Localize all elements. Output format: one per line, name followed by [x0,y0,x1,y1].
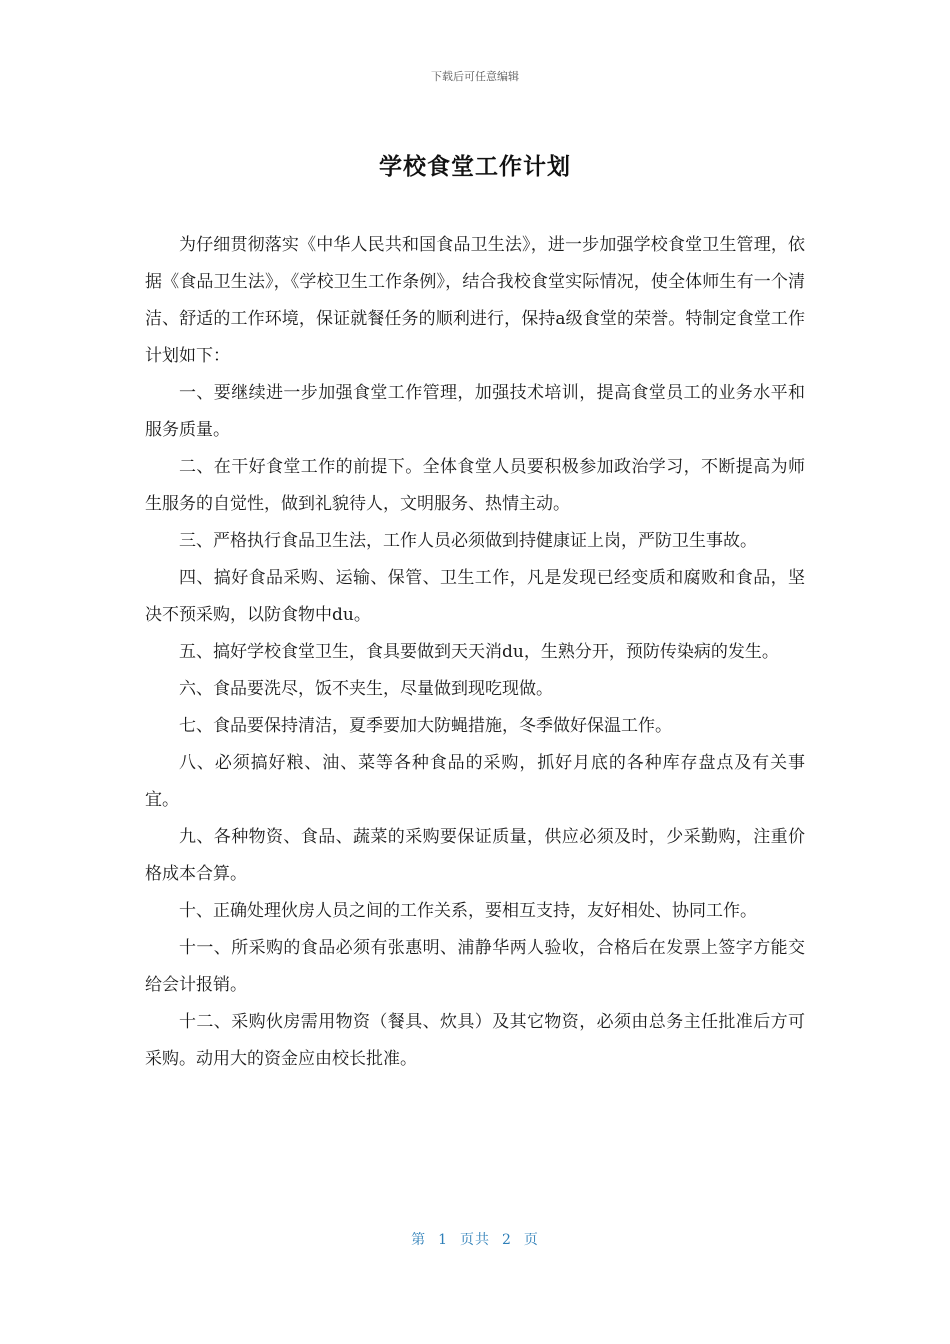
footer-page-number: 1 [438,1232,448,1248]
paragraph-item-1: 一、要继续进一步加强食堂工作管理，加强技术培训，提高食堂员工的业务水平和服务质量。 [145,383,805,440]
header-note: 下载后可任意编辑 [431,70,519,83]
paragraph-item-11: 十一、所采购的食品必须有张惠明、浦静华两人验收，合格后在发票上签字方能交给会计报销。 [145,938,805,995]
paragraph-item-6: 六、食品要洗尽，饭不夹生，尽量做到现吃现做。 [179,679,553,699]
footer-page-middle: 页共 [460,1232,490,1248]
page-title: 学校食堂工作计划 [379,154,571,180]
footer-total-pages: 2 [502,1232,512,1248]
paragraph-item-2: 二、在干好食堂工作的前提下。全体食堂人员要积极参加政治学习，不断提高为师生服务的自觉性，做到礼貌待人，文明服务、热情主动。 [145,457,805,514]
footer-page-prefix: 第 [411,1232,427,1248]
footer-page-suffix: 页 [523,1232,539,1248]
paragraph-intro: 为仔细贯彻落实《中华人民共和国食品卫生法》，进一步加强学校食堂卫生管理，依据《食品卫生法》，《学校卫生工作条例》，结合我校食堂实际情况，使全体师生有一个清洁、舒适的工作环境，保证就餐任务的顺利进行，保持a级食堂的荣誉。特制定食堂工作计划如下： [145,235,805,366]
paragraph-item-10: 十、正确处理伙房人员之间的工作关系，要相互支持，友好相处、协同工作。 [179,901,757,921]
document-body [145,227,805,1078]
paragraph-item-9: 九、各种物资、食品、蔬菜的采购要保证质量，供应必须及时，少采勤购，注重价格成本合算。 [145,827,805,884]
paragraph-item-12: 十二、采购伙房需用物资（餐具、炊具）及其它物资，必须由总务主任批准后方可采购。动用大的资金应由校长批准。 [145,1012,805,1069]
paragraph-item-4: 四、搞好食品采购、运输、保管、卫生工作，凡是发现已经变质和腐败和食品，坚决不预采购，以防食物中du。 [145,568,805,625]
page-footer [0,1229,950,1249]
paragraph-item-8: 八、必须搞好粮、油、菜等各种食品的采购，抓好月底的各种库存盘点及有关事宜。 [145,753,805,810]
paragraph-item-3: 三、严格执行食品卫生法，工作人员必须做到持健康证上岗，严防卫生事故。 [179,531,757,551]
paragraph-item-7: 七、食品要保持清洁，夏季要加大防蝇措施，冬季做好保温工作。 [179,716,672,736]
paragraph-item-5: 五、搞好学校食堂卫生，食具要做到天天消du，生熟分开，预防传染病的发生。 [179,642,779,662]
